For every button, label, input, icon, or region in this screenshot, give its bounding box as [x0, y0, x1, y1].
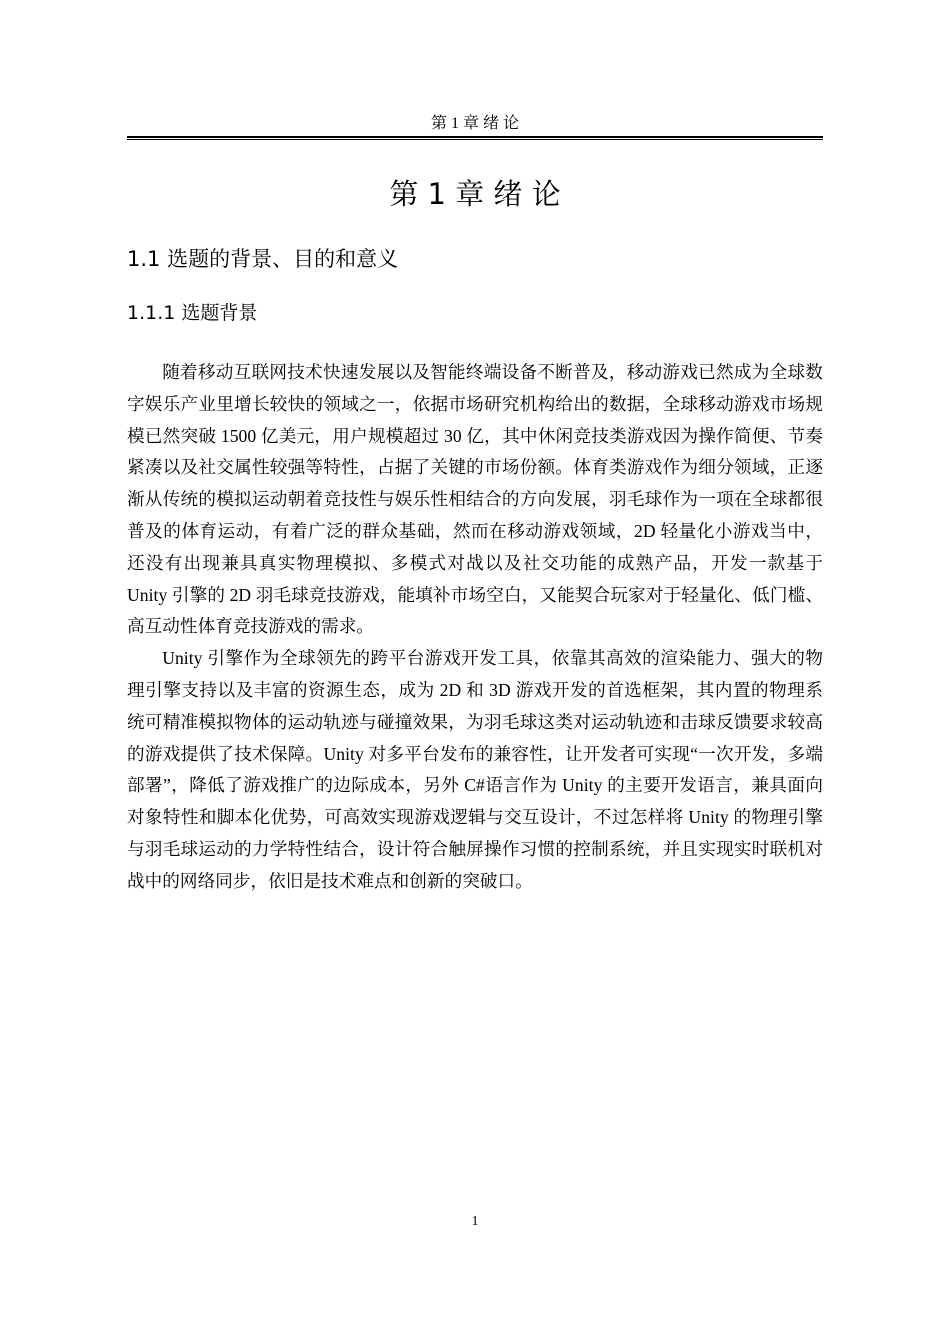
header-rule — [127, 136, 823, 140]
subsection-heading: 1.1.1 选题背景 — [127, 302, 258, 324]
chapter-title: 第 1 章 绪 论 — [389, 177, 561, 211]
body-text — [127, 357, 823, 898]
paragraph-background: 随着移动互联网技术快速发展以及智能终端设备不断普及，移动游戏已然成为全球数字娱乐产业里增长较快的领域之一，依据市场研究机构给出的数据，全球移动游戏市场规模已然突破 1500 亿美元，用户规模超过 30 亿，其中休闲竞技类游戏因为操作简便、节奏紧凑以及社交属性较强等特性，占据了关键的市场份额。体育类游戏作为细分领域，正逐渐从传统的模拟运动朝着竞技性与娱乐性相结合的方向发展，羽毛球作为一项在全球都很普及的体育运动，有着广泛的群众基础，然而在移动游戏领域，2D 轻量化小游戏当中，还没有出现兼具真实物理模拟、多模式对战以及社交功能的成熟产品，开发一款基于 Unity 引擎的 2D 羽毛球竞技游戏，能填补市场空白，又能契合玩家对于轻量化、低门槛、高互动性体育竞技游戏的需求。 — [127, 362, 823, 637]
page-number: 1 — [471, 1214, 479, 1229]
section-heading: 1.1 选题的背景、目的和意义 — [127, 247, 399, 271]
running-header: 第 1 章 绪 论 — [430, 115, 519, 132]
paragraph-unity-engine: Unity 引擎作为全球领先的跨平台游戏开发工具，依靠其高效的渲染能力、强大的物理引擎支持以及丰富的资源生态，成为 2D 和 3D 游戏开发的首选框架，其内置的物理系统可精准模拟物体的运动轨迹与碰撞效果，为羽毛球这类对运动轨迹和击球反馈要求较高的游戏提供了技术保障。Unity 对多平台发布的兼容性，让开发者可实现“一次开发，多端部署”，降低了游戏推广的边际成本，另外 C#语言作为 Unity 的主要开发语言，兼具面向对象特性和脚本化优势，可高效实现游戏逻辑与交互设计，不过怎样将 Unity 的物理引擎与羽毛球运动的力学特性结合，设计符合触屏操作习惯的控制系统，并且实现实时联机对战中的网络同步，依旧是技术难点和创新的突破口。 — [127, 648, 823, 891]
